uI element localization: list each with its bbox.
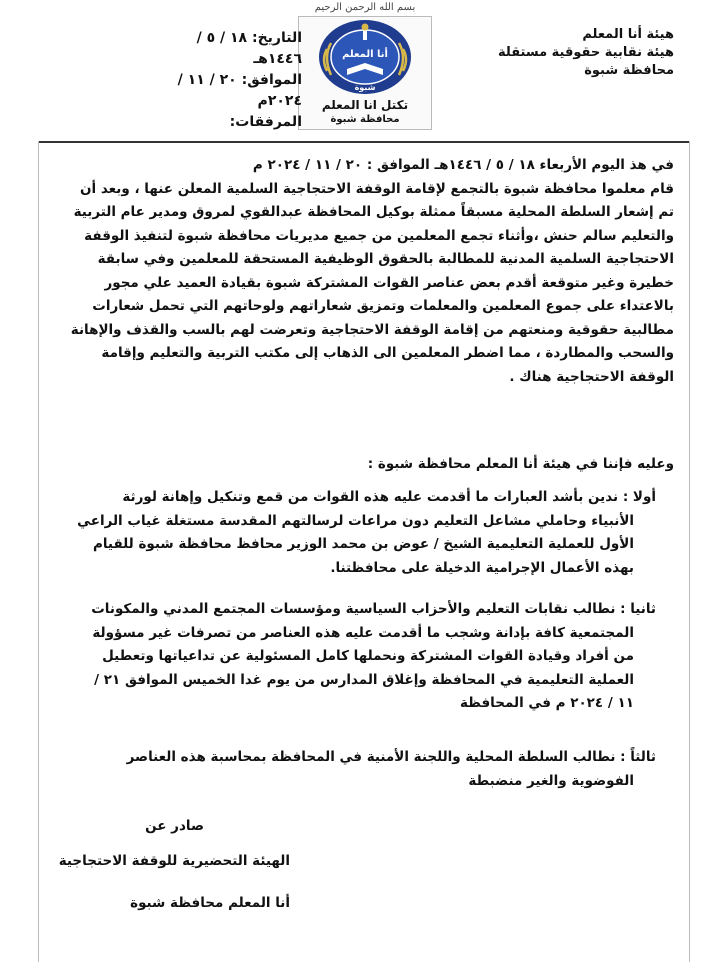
intro-line: والتعليم سالم حنش ،وأثناء تجمع المعلمين من جميع مديريات محافظة شبوة لتنفيذ الوقفة: [84, 227, 674, 244]
demand-line: ١١ / ٢٠٢٤ م في المحافظة: [459, 695, 634, 711]
demand-line: من أفراد وقيادة القوات المشتركة ونحملها كامل المسئولية عن تداعياتها وتعطيل: [102, 648, 634, 664]
issuing-org: أنا المعلم محافظة شبوة: [130, 895, 290, 911]
logo-ring-text: شبوة: [354, 83, 376, 92]
logo-caption-1: تكتل انا المعلم: [321, 98, 409, 112]
basmala: بسم الله الرحمن الرحيم: [314, 2, 416, 13]
org-logo: [298, 16, 432, 130]
attachments-line: المرفقات:: [229, 114, 302, 130]
top-rule: [38, 141, 690, 143]
demand-item-first: [40, 486, 656, 580]
date-line: التاريخ: ١٨ / ٥ / ١٤٤٦هـ: [196, 30, 302, 67]
intro-line: الاحتجاجية السلمية المدنية للمطالبة بالحقوق الوظيفية المستحقة للمعلمين وفي سابقة: [97, 251, 674, 267]
intro-line: والسحب والمطاردة ، مما اضطر المعلمين الى الذهاب إلى مكتب التربية والتعليم وإقامة: [101, 345, 674, 361]
intro-line: في هذ اليوم الأربعاء ١٨ / ٥ / ١٤٤٦هـ الموافق : ٢٠ / ١١ / ٢٠٢٤ م: [252, 157, 674, 173]
demand-line: ثانيا : نطالب نقابات التعليم والأحزاب السياسية ومؤسسات المجتمع المدني والمكونات: [91, 601, 656, 617]
demand-line: ثالثاً : نطالب السلطة المحلية واللجنة الأمنية في المحافظة بمحاسبة هذه العناصر: [126, 749, 656, 765]
intro-line: مطالبية حقوقية ومنعتهم من إقامة الوقفة الاحتجاجية وتعرضت لهم بالسب والقذف والإهانة: [70, 321, 674, 338]
intro-line: تم إشعار السلطة المحلية مسبقاً ممثلة بوكيل المحافظة عبدالقوي لمروق ومدير عام التربية: [73, 204, 674, 220]
org-name: هيئة أنا المعلم: [582, 27, 674, 42]
corresponding-date-line: الموافق: ٢٠ / ١١ / ٢٠٢٤م: [177, 72, 302, 109]
issuing-committee: الهيئة التحضيرية للوقفة الاحتجاجية: [58, 853, 290, 869]
demand-line: العملية التعليمية في المحافظة وإغلاق المدارس من يوم غدا الخميس الموافق ٢١ /: [94, 671, 634, 688]
demand-line: أولا : ندين بأشد العبارات ما أقدمت عليه هذه القوات من قمع وتنكيل وإهانة لورثة: [122, 489, 656, 505]
logo-caption-2: محافظة شبوة: [330, 114, 400, 125]
demand-line: المجتمعية كافة بإدانة وشجب ما أقدمت عليه هذه العناصر من تصرفات غير مسؤولة: [92, 624, 634, 641]
intro-line: قام معلموا محافظة شبوة بالتجمع لإقامة الوقفة الاحتجاجية السلمية المعلن عنها ، وبعد أن: [80, 180, 674, 197]
right-border: [689, 141, 690, 962]
intro-line: بالاعتداء على جموع المعلمين والمعلمات وتمزيق شعاراتهم ولوحاتهم التي تحمل شعارات: [92, 298, 674, 314]
document-meta: [172, 28, 302, 133]
demand-line: بهذه الأعمال الإجرامية الدخيلة على محافظتنا.: [330, 559, 634, 576]
left-border: [38, 141, 39, 962]
lead-line: وعليه فإننا في هيئة أنا المعلم محافظة شبوة :: [367, 456, 674, 472]
issued-by: صادر عن: [145, 818, 204, 834]
demand-line: الفوضوية والغير منضبطة: [468, 772, 634, 789]
intro-line: خطيرة وغير متوقعة أقدم بعض عناصر القوات المشتركة شبوة بقيادة العميد علي مجور: [104, 274, 674, 291]
logo-inner-text: أنا المعلم: [342, 49, 388, 60]
intro-line: الوقفة الاحتجاجية هناك .: [509, 368, 674, 385]
demand-line: الأنبياء وحاملي مشاعل التعليم دون مراعات لرسالتهم المقدسة مستغلة غياب الراعي: [77, 512, 634, 529]
demand-line: الأول للعملية التعليمية الشيخ / عوض بن محمد الوزير محافظ محافظة شبوة للقيام: [92, 536, 634, 552]
org-header: [474, 26, 674, 80]
demand-item-second: [40, 598, 656, 716]
demand-item-third: [40, 746, 656, 793]
intro-paragraph: [40, 154, 674, 389]
org-type: هيئة نقابية حقوقية مستقلة: [498, 45, 674, 60]
logo-emblem-icon: [313, 19, 417, 97]
org-governorate: محافظة شبوة: [584, 63, 674, 78]
